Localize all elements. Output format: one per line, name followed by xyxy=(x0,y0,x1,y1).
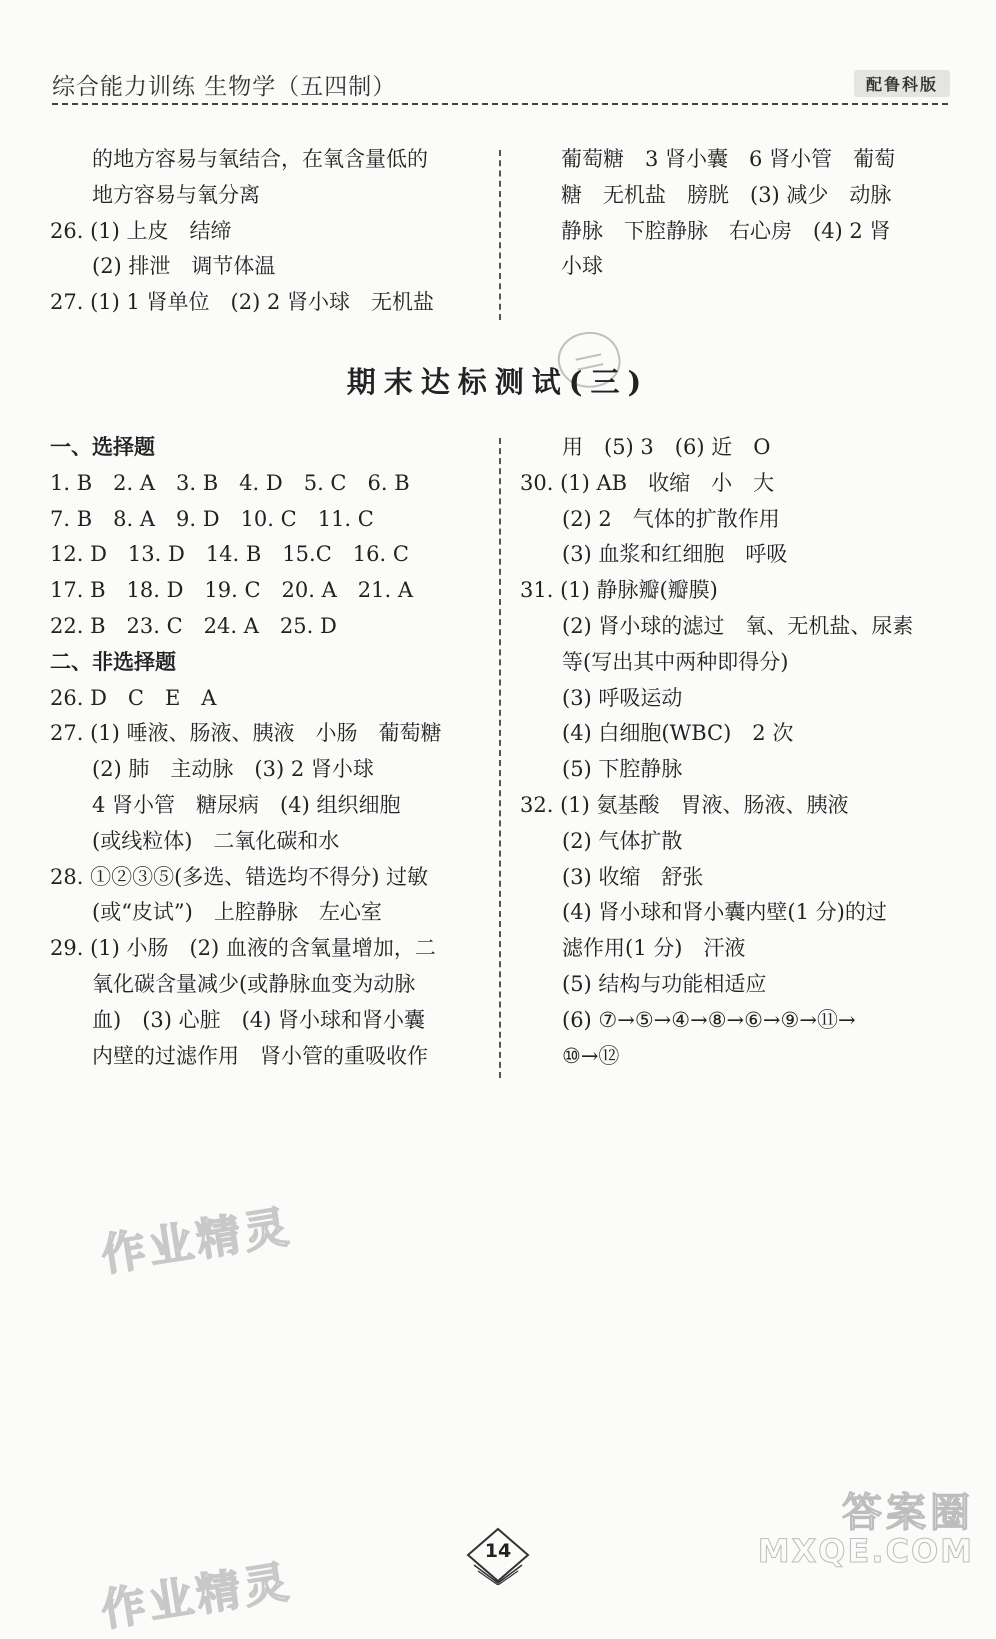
edition-badge: 配鲁科版 xyxy=(854,70,950,97)
page-number: 14 xyxy=(484,1540,512,1562)
answer-line: 等(写出其中两种即得分) xyxy=(562,649,789,674)
answer-line: (3) 呼吸运动 xyxy=(562,685,683,710)
answer-line: 22. B 23. C 24. A 25. D xyxy=(50,613,337,638)
answer-line: 内壁的过滤作用 肾小管的重吸收作 xyxy=(92,1043,428,1068)
watermark-logo xyxy=(758,1481,974,1570)
answer-line: (5) 下腔静脉 xyxy=(562,757,683,782)
bottom-left-column xyxy=(50,430,442,1074)
answer-line: 4 肾小管 糖尿病 (4) 组织细胞 xyxy=(92,792,401,817)
answer-line: 27. (1) 1 肾单位 (2) 2 肾小球 无机盐 xyxy=(50,290,434,315)
answer-line: ⑩→⑫ xyxy=(562,1043,620,1068)
answer-line: 静脉 下腔静脉 右心房 (4) 2 肾 xyxy=(561,218,891,243)
book-title: 综合能力训练 生物学（五四制） xyxy=(52,74,397,100)
top-column-divider xyxy=(499,150,501,320)
answer-line: (4) 白细胞(WBC) 2 次 xyxy=(562,721,794,746)
watermark-text-bottom: 作业精灵 xyxy=(97,1556,296,1637)
top-right-column xyxy=(561,142,895,285)
answer-line: 26. (1) 上皮 结缔 xyxy=(50,218,232,243)
section-heading: 一、选择题 xyxy=(50,435,155,459)
answer-line: 1. B 2. A 3. B 4. D 5. C 6. B xyxy=(50,470,410,495)
answer-line: (2) 肾小球的滤过 氧、无机盐、尿素 xyxy=(562,613,914,638)
section-title: 期末达标测试(三) xyxy=(346,365,650,399)
section-heading: 二、非选择题 xyxy=(50,649,176,674)
answer-line: (或“皮试”) 上腔静脉 左心室 xyxy=(92,900,382,925)
answer-line: 血) (3) 心脏 (4) 肾小球和肾小囊 xyxy=(92,1007,426,1032)
bottom-right-column xyxy=(520,430,913,1074)
watermark-logo-url: MXQE.COM xyxy=(757,1532,974,1570)
answer-line: (2) 排泄 调节体温 xyxy=(92,254,276,279)
answer-line: 氧化碳含量减少(或静脉血变为动脉 xyxy=(92,971,416,996)
answer-line: (2) 肺 主动脉 (3) 2 肾小球 xyxy=(92,757,374,782)
answer-line: 滤作用(1 分) 汗液 xyxy=(562,936,746,961)
answer-line: 17. B 18. D 19. C 20. A 21. A xyxy=(50,578,414,603)
watermark-logo-title: 答案圈 xyxy=(842,1490,974,1536)
answer-line: 葡萄糖 3 肾小囊 6 肾小管 葡萄 xyxy=(561,147,896,171)
answer-line: 7. B 8. A 9. D 10. C 11. C xyxy=(50,506,374,531)
answer-line: 27. (1) 唾液、肠液、胰液 小肠 葡萄糖 xyxy=(50,721,442,746)
answer-line: 地方容易与氧分离 xyxy=(92,182,260,207)
answer-line: 29. (1) 小肠 (2) 血液的含氧量增加，二 xyxy=(50,936,436,961)
bottom-column-divider xyxy=(499,438,501,1078)
answer-line: (或线粒体) 二氧化碳和水 xyxy=(92,828,340,853)
answer-line: 28. ①②③⑤(多选、错选均不得分) 过敏 xyxy=(50,864,429,889)
answer-line: (3) 血浆和红细胞 呼吸 xyxy=(562,542,788,567)
answer-line: 32. (1) 氨基酸 胃液、肠液、胰液 xyxy=(520,792,849,817)
answer-line: 糖 无机盐 膀胱 (3) 减少 动脉 xyxy=(561,182,892,207)
answer-line: 31. (1) 静脉瓣(瓣膜) xyxy=(520,578,718,603)
answer-line: (2) 2 气体的扩散作用 xyxy=(562,506,780,531)
answer-line: (2) 气体扩散 xyxy=(562,828,683,853)
top-left-column xyxy=(50,142,434,321)
answer-line: (3) 收缩 舒张 xyxy=(562,864,704,889)
page-header xyxy=(52,64,952,104)
answer-line: (4) 肾小球和肾小囊内壁(1 分)的过 xyxy=(562,900,887,925)
answer-line: 的地方容易与氧结合，在氧含量低的 xyxy=(92,147,428,171)
answer-line: (5) 结构与功能相适应 xyxy=(562,971,767,996)
page-number-badge xyxy=(464,1525,532,1585)
answer-line: 30. (1) AB 收缩 小 大 xyxy=(520,470,775,495)
watermark-text: 作业精灵 xyxy=(97,1201,296,1282)
answer-line: (6) ⑦→⑤→④→⑧→⑥→⑨→⑪→ xyxy=(562,1007,856,1032)
header-divider xyxy=(52,103,948,105)
answer-line: 12. D 13. D 14. B 15.C 16. C xyxy=(50,542,409,567)
answer-line: 小球 xyxy=(561,254,603,279)
answer-line: 26. D C E A xyxy=(50,685,217,710)
answer-line: 用 (5) 3 (6) 近 O xyxy=(562,435,771,459)
